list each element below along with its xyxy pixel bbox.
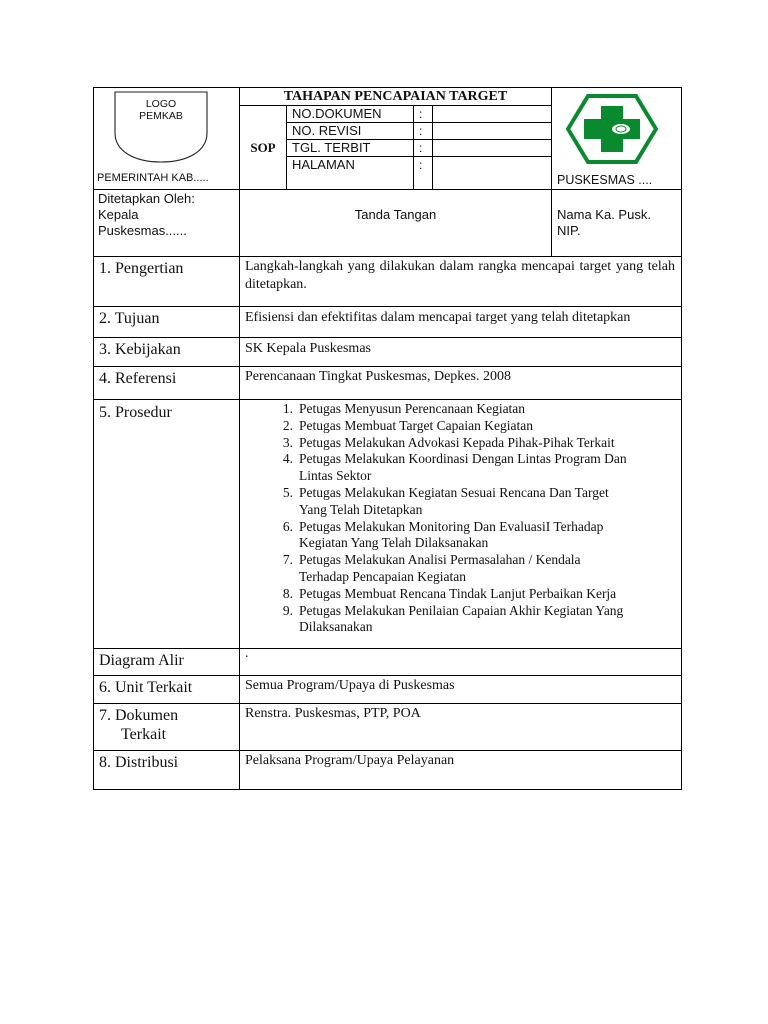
prosedur-step (245, 401, 677, 418)
tanda-tangan-label: Tanda Tangan (354, 207, 437, 222)
section-title-unit-terkait: 6. Unit Terkait (99, 679, 193, 696)
prosedur-step-text: Dilaksanakan (299, 619, 373, 635)
prosedur-step-text: Petugas Melakukan Advokasi Kepada Pihak-Pihak Terkait (299, 434, 615, 450)
field-label-no-revisi: NO. REVISI (292, 123, 362, 138)
field-sep-4: : (419, 158, 423, 172)
divider-field-label (413, 105, 414, 189)
ditetapkan-line-1: Ditetapkan Oleh: (98, 191, 195, 206)
nama-ka-pusk: Nama Ka. Pusk. (557, 207, 651, 222)
divider-sop (286, 105, 287, 189)
prosedur-step (245, 451, 677, 485)
prosedur-list (245, 401, 677, 636)
prosedur-step-text: Kegiatan Yang Telah Dilaksanakan (299, 535, 489, 551)
prosedur-step (245, 435, 677, 452)
border-left (93, 87, 94, 790)
prosedur-step-number: 5 . (269, 485, 293, 502)
kebijakan-text: SK Kepala Puskesmas (245, 341, 371, 356)
nip-label: NIP. (557, 223, 581, 238)
divider-label-column (239, 87, 240, 790)
nama-block (557, 207, 651, 239)
prosedur-step (245, 586, 677, 603)
tujuan-text: Efisiensi dan efektifitas dalam mencapai target yang telah ditetapkan (245, 310, 631, 325)
logo-text-line-1: LOGO (145, 98, 177, 110)
section-title-referensi: 4. Referensi (99, 370, 177, 387)
prosedur-step-number: 6 . (269, 519, 293, 536)
puskesmas-label: PUSKESMAS .... (557, 173, 653, 187)
divider-tujuan (93, 337, 682, 338)
section-title-diagram-alir: Diagram Alir (99, 652, 184, 669)
divider-unit (93, 703, 682, 704)
field-label-no-dokumen: NO.DOKUMEN (292, 106, 382, 121)
pengertian-text: Langkah-langkah yang dilakukan dalam rangka mencapai target yang telah ditetapkan. (245, 259, 675, 292)
prosedur-step-number: 1 . (269, 401, 293, 418)
logo-text-line-2: PEMKAB (139, 110, 183, 122)
prosedur-step-text: Petugas Melakukan Kegiatan Sesuai Rencana Dan Target (299, 484, 609, 500)
referensi-text: Perencanaan Tingkat Puskesmas, Depkes. 2008 (245, 369, 511, 384)
pemerintah-label: PEMERINTAH KAB..... (97, 172, 209, 184)
prosedur-step-text: Petugas Melakukan Analisi Permasalahan / Kendala (299, 552, 581, 568)
field-sep-2: : (419, 124, 423, 138)
prosedur-step-number: 8 . (269, 586, 293, 603)
section-title-dokumen-line-2: Terkait (121, 726, 167, 743)
prosedur-step-text: Lintas Sektor (299, 468, 372, 484)
prosedur-step (245, 552, 677, 586)
section-title-dokumen-terkait (99, 706, 178, 744)
prosedur-step-text: Petugas Melakukan Penilaian Capaian Akhir Kegiatan Yang (299, 602, 624, 618)
prosedur-step (245, 418, 677, 435)
divider-field-sep (432, 105, 433, 189)
field-sep-1: : (419, 107, 423, 121)
divider-pengertian (93, 306, 682, 307)
field-label-halaman: HALAMAN (292, 157, 355, 172)
prosedur-step-number: 3 . (269, 435, 293, 452)
ditetapkan-line-3: Puskesmas...... (98, 223, 187, 238)
prosedur-step-number: 9 . (269, 603, 293, 620)
divider-header (93, 189, 682, 190)
section-title-pengertian: 1. Pengertian (99, 260, 184, 277)
border-right (681, 87, 682, 790)
field-sep-3: : (419, 141, 423, 155)
field-label-tgl-terbit: TGL. TERBIT (292, 140, 371, 155)
prosedur-step-number: 7 . (269, 552, 293, 569)
prosedur-step (245, 603, 677, 637)
puskesmas-logo (566, 93, 658, 165)
border-bottom (93, 789, 682, 790)
document-title: TAHAPAN PENCAPAIAN TARGET (283, 89, 508, 104)
pemkab-logo (114, 91, 208, 163)
prosedur-step-text: Yang Telah Ditetapkan (299, 501, 423, 517)
divider-referensi (93, 399, 682, 400)
divider-diagram (93, 675, 682, 676)
ditetapkan-block (98, 191, 195, 239)
unit-terkait-text: Semua Program/Upaya di Puskesmas (245, 678, 455, 693)
divider-puskesmas-column (551, 87, 552, 257)
divider-kebijakan (93, 366, 682, 367)
prosedur-step-text: Terhadap Pencapaian Kegiatan (299, 568, 466, 584)
prosedur-step-text: Petugas Melakukan Monitoring Dan EvaluasiI Terhadap (299, 518, 604, 534)
section-title-dokumen-line-1: 7. Dokumen (99, 707, 179, 724)
prosedur-step-text: Petugas Menyusun Perencanaan Kegiatan (299, 401, 526, 416)
prosedur-step-text: Petugas Membuat Target Capaian Kegiatan (299, 417, 533, 433)
section-title-kebijakan: 3. Kebijakan (99, 341, 181, 358)
divider-prosedur (93, 648, 682, 649)
diagram-alir-text: . (245, 646, 249, 661)
distribusi-text: Pelaksana Program/Upaya Pelayanan (245, 753, 455, 768)
divider-dokumen (93, 750, 682, 751)
sop-label: SOP (250, 140, 276, 155)
dokumen-terkait-text: Renstra. Puskesmas, PTP, POA (245, 706, 421, 721)
prosedur-step-text: Petugas Melakukan Koordinasi Dengan Lintas Program Dan (299, 451, 627, 467)
prosedur-step (245, 485, 677, 519)
section-title-tujuan: 2. Tujuan (99, 310, 160, 327)
section-title-prosedur: 5. Prosedur (99, 404, 172, 421)
puskesmas-cross-icon (566, 93, 658, 165)
prosedur-step (245, 519, 677, 553)
section-title-distribusi: 8. Distribusi (99, 754, 179, 771)
prosedur-step-number: 2 . (269, 418, 293, 435)
divider-approval (93, 256, 682, 257)
prosedur-step-text: Petugas Membuat Rencana Tindak Lanjut Perbaikan Kerja (299, 585, 617, 601)
ditetapkan-line-2: Kepala (98, 207, 139, 222)
prosedur-step-number: 4 . (269, 451, 293, 468)
